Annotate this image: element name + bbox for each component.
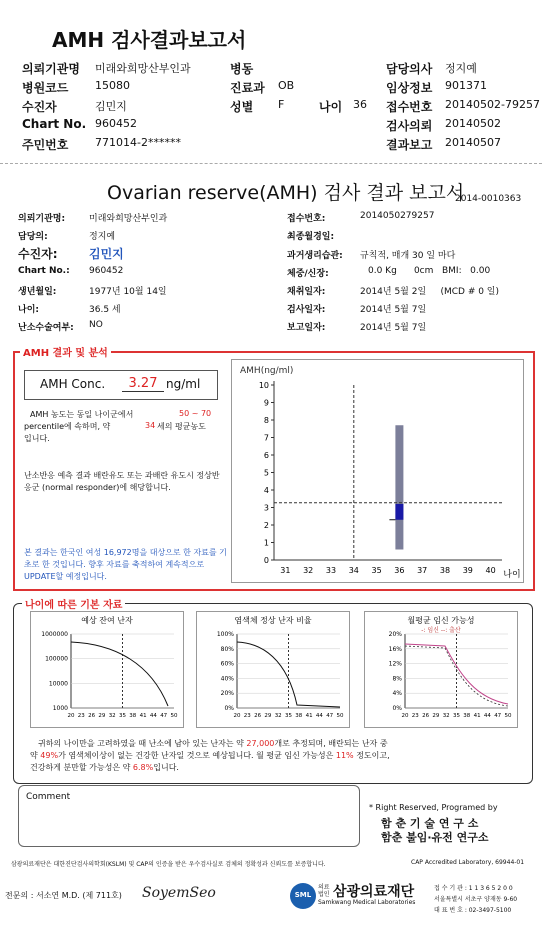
info-weight-label: 체중/신장: bbox=[287, 269, 329, 279]
mini-chart-x-tick-label: 32 bbox=[442, 713, 450, 719]
mini-chart-x-tick-label: 35 bbox=[285, 713, 292, 719]
mini-chart-y-tick-label: 0% bbox=[224, 705, 234, 712]
info-patient-label: 수진자: bbox=[18, 247, 58, 261]
mini-chart-title: 염색체 정상 난자 비율 bbox=[234, 616, 312, 625]
age-text-d: 약 bbox=[30, 751, 38, 760]
amh-conc-unit: ng/ml bbox=[166, 377, 201, 391]
info-weight-value: 0.0 Kg 0cm BMI: 0.00 bbox=[368, 266, 491, 276]
info-hospital-value: 미래와희망산부인과 bbox=[89, 214, 168, 224]
amh-y-tick-label: 0 bbox=[263, 556, 269, 565]
amh-x-tick-label: 39 bbox=[462, 566, 473, 575]
mini-chart-x-tick-label: 47 bbox=[326, 713, 334, 719]
comment-label: Comment bbox=[26, 792, 71, 802]
specialist-signature: SoyemSeo bbox=[142, 885, 216, 901]
rights-text: * Right Reserved, Programed by bbox=[369, 803, 498, 812]
info-report-date-label: 보고일자: bbox=[287, 323, 326, 333]
mini-chart-y-tick-label: 80% bbox=[220, 645, 234, 653]
resident-no-label: 주민번호 bbox=[22, 138, 69, 152]
mini-chart-x-tick-label: 50 bbox=[170, 713, 178, 719]
normal-eggs-value: 49% bbox=[40, 751, 59, 760]
mini-chart-x-tick-label: 47 bbox=[160, 713, 168, 719]
remaining-eggs-chart bbox=[31, 612, 183, 727]
mini-chart-x-tick-label: 26 bbox=[88, 713, 96, 719]
receipt-no-value: 20140502-79257 bbox=[445, 98, 540, 111]
hospital-value: 미래와희망산부인과 bbox=[95, 62, 191, 75]
foundation-name: 삼광의료재단 bbox=[333, 884, 415, 900]
amh-response-text: 난소반응 예측 결과 배란유도 또는 과배란 유도시 정상반응군 (normal responder)에 해당합니다. bbox=[24, 471, 220, 492]
report-date-label: 결과보고 bbox=[386, 138, 433, 152]
pregnancy-panel bbox=[364, 611, 518, 728]
age-text-f: 가 염색체이상이 없는 건강한 난자일 것으로 예상됩니다. 월 평균 임신 가능성은 bbox=[58, 751, 334, 760]
age-value: 36 bbox=[353, 98, 367, 111]
foundation-prefix: 의료법인 bbox=[318, 884, 330, 898]
mini-chart-x-tick-label: 50 bbox=[336, 713, 344, 719]
specialist-name: 전문의 : 서소연 M.D. (제 711호) bbox=[5, 891, 122, 900]
info-collection-value: 2014년 5월 2일 (MCD # 0 일) bbox=[360, 287, 500, 297]
mini-chart-x-tick-label: 50 bbox=[504, 713, 512, 719]
amh-percentile-range: 50 ~ 70 bbox=[179, 409, 212, 418]
org-name-2: 함춘 불임·유전 연구소 bbox=[381, 831, 489, 844]
pregnancy-value: 11% bbox=[335, 751, 354, 760]
mini-chart-x-tick-label: 35 bbox=[453, 713, 460, 719]
info-receipt-value: 2014050279257 bbox=[360, 211, 435, 221]
amh-y-tick-label: 5 bbox=[263, 468, 269, 478]
mini-chart-x-tick-label: 29 bbox=[432, 713, 440, 719]
age-text-i: 건강하게 분만할 가능성은 약 bbox=[30, 763, 131, 772]
amh-y-tick-label: 2 bbox=[263, 521, 269, 530]
amh-range-bar bbox=[395, 425, 403, 549]
mini-chart-x-tick-label: 44 bbox=[315, 713, 323, 719]
request-date-label: 검사의뢰 bbox=[386, 119, 433, 133]
info-lmp-label: 최종월경일: bbox=[287, 232, 335, 242]
amh-chart bbox=[232, 360, 523, 582]
chart-no-value: 960452 bbox=[95, 117, 137, 130]
certification-note: 삼광의료재단은 대한진단검사의학회(KSLM) 및 CAP의 인증을 받은 우수검사실로 검체의 정확성과 신뢰도를 보증합니다. bbox=[11, 861, 326, 868]
address-line-3: 대 표 번 호 : 02-3497-5100 bbox=[434, 907, 512, 914]
dept-value: OB bbox=[278, 79, 295, 92]
mini-chart-x-tick-label: 20 bbox=[401, 713, 409, 719]
hospital-code-value: 15080 bbox=[95, 79, 130, 92]
mini-chart-x-tick-label: 23 bbox=[243, 713, 251, 719]
info-cycle-value: 규칙적, 매개 30 일 마다 bbox=[360, 251, 456, 261]
mini-chart-x-tick-label: 38 bbox=[295, 713, 303, 719]
amh-y-tick-label: 6 bbox=[263, 451, 269, 460]
info-test-date-value: 2014년 5월 7일 bbox=[360, 305, 427, 315]
doctor-value: 정지예 bbox=[445, 62, 477, 75]
report-number: 2014-0010363 bbox=[455, 194, 522, 204]
hospital-code-label: 병원코드 bbox=[22, 81, 69, 95]
amh-x-tick-label: 32 bbox=[303, 566, 314, 575]
mini-chart-x-tick-label: 26 bbox=[254, 713, 262, 719]
mini-chart-y-tick-label: 8% bbox=[392, 675, 402, 683]
mini-chart-title: 예상 잔여 난자 bbox=[81, 616, 133, 625]
request-date-value: 20140502 bbox=[445, 117, 501, 130]
amh-y-tick-label: 4 bbox=[263, 486, 269, 495]
amh-desc-part-e: 세의 평균농도 bbox=[157, 422, 206, 431]
chart-no-label: Chart No. bbox=[22, 117, 87, 131]
address-line-2: 서울특별시 서초구 양재동 9-60 bbox=[434, 896, 518, 903]
amh-iqr-box bbox=[395, 504, 403, 520]
header-divider bbox=[0, 163, 542, 165]
amh-y-tick-label: 3 bbox=[263, 503, 269, 513]
dept-label: 진료과 bbox=[230, 81, 265, 95]
mini-chart-y-tick-label: 1000000 bbox=[41, 631, 68, 638]
mini-chart-x-tick-label: 38 bbox=[463, 713, 471, 719]
patient-label: 수진자 bbox=[22, 100, 57, 114]
hospital-label: 의뢰기관명 bbox=[22, 62, 80, 76]
mini-chart-x-tick-label: 20 bbox=[233, 713, 241, 719]
mini-chart-x-tick-label: 41 bbox=[473, 713, 481, 719]
mini-chart-x-tick-label: 32 bbox=[274, 713, 282, 719]
patient-value: 김민지 bbox=[95, 100, 127, 113]
mini-chart-x-tick-label: 23 bbox=[77, 713, 85, 719]
info-cycle-label: 과거생리습관: bbox=[287, 251, 343, 261]
mini-chart-y-tick-label: 100000 bbox=[45, 655, 68, 663]
sex-value: F bbox=[278, 98, 285, 111]
report-date-value: 20140507 bbox=[445, 136, 501, 149]
mini-chart-x-tick-label: 44 bbox=[483, 713, 491, 719]
mini-chart-x-tick-label: 41 bbox=[305, 713, 313, 719]
mini-chart-y-tick-label: 20% bbox=[220, 690, 234, 698]
amh-conc-label: AMH Conc. bbox=[40, 377, 106, 391]
amh-x-axis-label: 나이 bbox=[503, 570, 521, 580]
amh-x-tick-label: 38 bbox=[439, 566, 451, 575]
mini-chart-y-tick-label: 20% bbox=[388, 631, 402, 638]
amh-chart-panel bbox=[231, 359, 524, 583]
mini-chart-title: 월평균 임신 가능성 bbox=[407, 616, 475, 625]
age-section-title: 나이에 따른 기본 자료 bbox=[22, 596, 125, 611]
sml-logo-badge: SML bbox=[294, 891, 312, 899]
info-surgery-label: 난소수술여부: bbox=[18, 323, 74, 333]
amh-y-tick-label: 9 bbox=[263, 398, 269, 408]
remaining-eggs-panel bbox=[30, 611, 184, 728]
info-patient-value: 김민지 bbox=[89, 247, 124, 261]
mini-chart-y-tick-label: 40% bbox=[220, 675, 234, 683]
amh-x-tick-label: 40 bbox=[485, 566, 496, 575]
amh-equivalent-age: 34 bbox=[145, 421, 156, 430]
mini-chart-y-tick-label: 4% bbox=[392, 690, 402, 698]
amh-y-axis-label: AMH(ng/ml) bbox=[240, 366, 294, 376]
amh-y-tick-label: 7 bbox=[263, 433, 269, 443]
info-test-date-label: 검사일자: bbox=[287, 305, 326, 315]
amh-desc-part-f: 입니다. bbox=[24, 434, 50, 443]
info-age-value: 36.5 세 bbox=[89, 305, 121, 315]
normal-eggs-panel bbox=[196, 611, 350, 728]
mini-chart-y-tick-label: 10000 bbox=[48, 680, 68, 688]
mini-chart-x-tick-label: 35 bbox=[119, 713, 126, 719]
mini-chart-y-tick-label: 100% bbox=[216, 631, 234, 638]
mini-chart-x-tick-label: 26 bbox=[422, 713, 430, 719]
mini-chart-y-tick-label: 60% bbox=[220, 660, 234, 668]
age-label: 나이 bbox=[319, 100, 343, 114]
pregnancy-chart bbox=[365, 612, 517, 727]
report-title: Ovarian reserve(AMH) 검사 결과 보고서 bbox=[107, 182, 465, 204]
info-collection-label: 채취일자: bbox=[287, 287, 326, 297]
mini-chart-x-tick-label: 47 bbox=[494, 713, 502, 719]
info-surgery-value: NO bbox=[89, 320, 103, 330]
info-report-date-value: 2014년 5월 7일 bbox=[360, 323, 427, 333]
info-dob-value: 1977년 10월 14일 bbox=[89, 287, 167, 297]
mini-chart-legend: -: 임신 --: 출산 bbox=[421, 627, 461, 634]
info-chart-value: 960452 bbox=[89, 266, 124, 276]
amh-x-tick-label: 35 bbox=[371, 566, 382, 575]
amh-x-tick-label: 31 bbox=[280, 566, 291, 575]
amh-y-tick-label: 1 bbox=[263, 538, 269, 548]
sex-label: 성별 bbox=[230, 100, 254, 114]
clinical-info-value: 901371 bbox=[445, 79, 487, 92]
mini-chart-y-tick-label: 0% bbox=[392, 705, 402, 712]
mini-chart-y-tick-label: 16% bbox=[388, 645, 402, 653]
amh-y-tick-label: 8 bbox=[263, 416, 269, 425]
amh-x-tick-label: 36 bbox=[394, 566, 405, 575]
receipt-no-label: 접수번호 bbox=[386, 100, 433, 114]
info-chart-label: Chart No.: bbox=[18, 266, 70, 276]
amh-desc-part-c: percentile에 속하며, 약 bbox=[24, 422, 111, 431]
amh-x-tick-label: 37 bbox=[417, 566, 428, 575]
age-text-a bbox=[38, 738, 388, 749]
amh-x-tick-label: 34 bbox=[348, 566, 359, 575]
mini-chart-x-tick-label: 23 bbox=[411, 713, 419, 719]
org-name-1: 함 춘 기 술 연 구 소 bbox=[381, 817, 479, 830]
info-doctor-label: 담당의: bbox=[18, 232, 48, 242]
mini-chart-x-tick-label: 44 bbox=[149, 713, 157, 719]
resident-no-value: 771014-2****** bbox=[95, 136, 181, 149]
info-doctor-value: 정지예 bbox=[89, 232, 116, 242]
mini-chart-x-tick-label: 20 bbox=[67, 713, 75, 719]
ward-label: 병동 bbox=[230, 62, 254, 76]
amh-conc-value: 3.27 bbox=[122, 376, 164, 392]
mini-chart-x-tick-label: 32 bbox=[108, 713, 116, 719]
age-text-a-main: 귀하의 나이만을 고려하였을 때 난소에 남아 있는 난자는 약 bbox=[38, 739, 244, 748]
info-hospital-label: 의뢰기관명: bbox=[18, 214, 66, 224]
info-age-label: 나이: bbox=[18, 305, 39, 315]
page-title: AMH 검사결과보고서 bbox=[52, 28, 247, 52]
mini-chart-x-tick-label: 38 bbox=[129, 713, 137, 719]
info-dob-label: 생년월일: bbox=[18, 287, 57, 297]
age-text-h: 정도이고, bbox=[356, 751, 390, 760]
age-text-b bbox=[30, 750, 390, 761]
mini-chart-x-tick-label: 29 bbox=[264, 713, 272, 719]
mini-chart-y-tick-label: 12% bbox=[388, 660, 402, 668]
amh-y-tick-label: 10 bbox=[258, 381, 269, 390]
age-text-c: 개로 추정되며, 배란되는 난자 중 bbox=[274, 739, 388, 748]
delivery-value: 6.8% bbox=[132, 763, 154, 772]
normal-eggs-chart bbox=[197, 612, 349, 727]
cap-accreditation: CAP Accredited Laboratory, 69944-01 bbox=[411, 859, 525, 866]
mini-chart-y-tick-label: 1000 bbox=[52, 705, 68, 712]
amh-section-title: AMH 결과 및 분석 bbox=[20, 344, 111, 359]
mini-chart-x-tick-label: 41 bbox=[139, 713, 147, 719]
clinical-info-label: 임상정보 bbox=[386, 81, 433, 95]
foundation-name-en: Samkwang Medical Laboratories bbox=[318, 899, 416, 906]
remaining-eggs-value: 27,000 bbox=[246, 739, 275, 748]
address-line-1: 접 수 기 관 : 1 1 3 6 5 2 0 0 bbox=[434, 885, 513, 892]
doctor-label: 담당의사 bbox=[386, 62, 433, 76]
amh-x-tick-label: 33 bbox=[325, 566, 337, 575]
mini-chart-x-tick-label: 29 bbox=[98, 713, 106, 719]
eggs-curve bbox=[71, 642, 168, 706]
amh-data-note: 본 결과는 한국인 여성 16,972명을 대상으로 한 자료를 기초로 한 것입니다. 향후 자료를 축적하여 계속적으로 UPDATE할 예정입니다. bbox=[24, 548, 227, 581]
amh-desc-part-a: AMH 농도는 동일 나이군에서 bbox=[30, 410, 134, 419]
info-receipt-label: 접수번호: bbox=[287, 214, 326, 224]
age-text-c-line bbox=[30, 762, 179, 773]
age-text-k: 입니다. bbox=[153, 763, 179, 772]
